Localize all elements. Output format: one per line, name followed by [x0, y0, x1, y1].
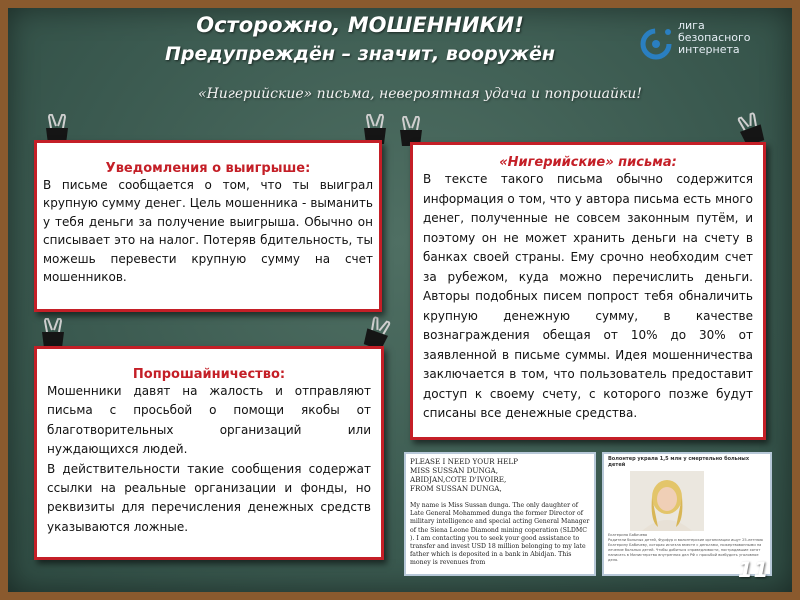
card-text-2: В действительности такие сообщения содержат ссылки на реальные организации и фонды, но реквизиты для перечисления денежных средств указываются ложные. — [47, 461, 371, 534]
card-text: В письме сообщается о том, что ты выиграл крупную сумму денег. Цель мошенника - выманить у тебя деньги за получение выигрыша. Обычно он списывает это на налог. Потеряв бдительность, ты можешь перевести крупную сумму на счет мошенников. — [43, 178, 373, 285]
page-number: 11 — [738, 558, 770, 582]
logo-line-3: интернета — [678, 43, 740, 56]
card-title: Попрошайничество: — [132, 367, 286, 382]
scam-letter-screenshot — [404, 452, 596, 576]
letter-head: PLEASE I NEED YOUR HELP MISS SUSSAN DUNGA, ABIDJAN,COTE D'IVOIRE, FROM SUSSAN DUNGA, — [410, 457, 518, 493]
photo-caption: Екатерина Бабичева — [608, 533, 648, 537]
card-text: В тексте такого письма обычно содержится информация о том, что у автора письма есть много денег, полученные не совсем законным путём, и поэтому он не может хранить деньги на счету в банках своей страны. Ему срочно необходим счет за рубежом, куда можно перечислить деньги. Авторы подобных писем попрост тебя обналичить крупную денежную сумму, в качестве вознаграждения обещая от 10% до 30% от заявленной в письме суммы. Идея мошенничества заключается в том, что пользователь предоставит доступ к своему счету, с которого позже будут списаны все денежные средства. — [423, 172, 753, 420]
page-tagline: «Нигерийские» письма, невероятная удача и попрошайки! — [198, 86, 642, 102]
card-title: Уведомления о выигрыше: — [105, 161, 311, 176]
news-title: Волонтер украла 1,5 млн у смертельно больных детей — [608, 456, 750, 468]
card-nigerian-letters — [410, 142, 766, 440]
card-begging — [34, 346, 384, 560]
letter-body: My name is Miss Sussan dunga. The only daughter of Late General Mohammed dunga the former Director of military intelligence and special acting General Manager of the Siena Leone Diamond mining coperation (SLDMC ). I am contacting you to seek your good assistance to transfer and invest USD 18 million belonging to my late father which is deposited in a bank in Abidjan. This money is revenues from — [410, 502, 590, 567]
woman-portrait-icon — [630, 471, 704, 531]
page-title: Осторожно, МОШЕННИКИ! — [196, 13, 524, 37]
liga-logo-icon — [640, 24, 674, 64]
logo-line-2: безопасного — [678, 31, 751, 44]
logo-line-1: лига — [678, 19, 705, 32]
card-prize-notification — [34, 140, 382, 312]
card-text-1: Мошенники давят на жалость и отправляют письма с просьбой о помощи якобы от благотворительных организаций или нуждающихся людей. — [47, 384, 371, 457]
page-subtitle: Предупреждён – значит, вооружён — [165, 43, 555, 65]
card-title: «Нигерийские» письма: — [499, 155, 677, 170]
woman-photo — [630, 471, 704, 531]
liga-logo — [640, 20, 780, 70]
news-text: Родители больных детей, Фурфур и волонтерские организации ищут 25-летнюю Екатерину Бабичеву, которая исчезла вместе с деньгами, пожертвованными на лечение больных детей. Чтобы добиться справедливости, пострадавшие хотят написать в Министерство внутренних дел РФ с просьбой возбудить уголовное дело. — [608, 538, 763, 562]
